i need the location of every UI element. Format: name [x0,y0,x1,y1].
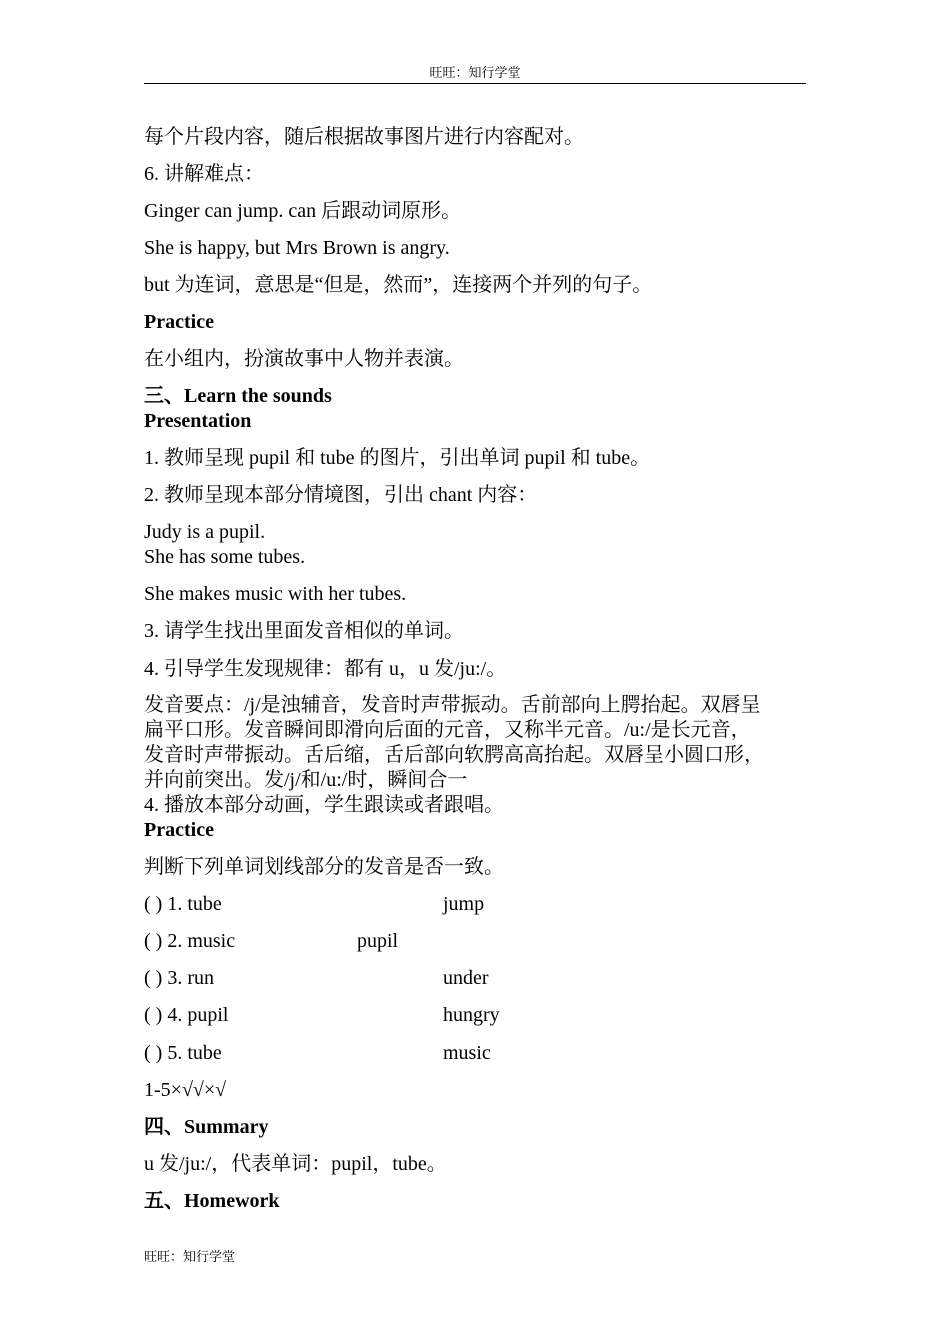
exercise-item: ( ) 4. pupil [144,1004,229,1026]
body-line: 4. 引导学生发现规律：都有 u，u 发/ju:/。 [144,658,507,680]
exercise-compare-word: pupil [357,930,399,952]
example-sentence: She is happy, but Mrs Brown is angry. [144,237,450,259]
body-line: 扁平口形。发音瞬间即滑向后面的元音，又称半元音。/u:/是长元音， [144,719,751,741]
exercise-compare-word: hungry [443,1004,500,1026]
header-divider [144,83,806,84]
step-heading: 6. 讲解难点： [144,163,264,185]
page-footer: 旺旺：知行学堂 [144,1249,236,1264]
body-line: 每个片段内容，随后根据故事图片进行内容配对。 [144,126,584,148]
body-line: Ginger can jump. can 后跟动词原形。 [144,200,462,222]
body-line: 发音时声带振动。舌后缩，舌后部向软腭高高抬起。双唇呈小圆口形， [144,744,764,766]
body-line: 在小组内，扮演故事中人物并表演。 [144,348,464,370]
exercise-compare-word: music [443,1042,491,1064]
exercise-item: ( ) 5. tube [144,1042,222,1064]
exercise-item: ( ) 2. music [144,930,236,952]
exercise-row [144,891,485,917]
exercise-compare-word: jump [443,893,485,915]
answer-key: 1-5×√√×√ [144,1079,227,1101]
body-line: u 发/ju:/，代表单词：pupil，tube。 [144,1153,447,1175]
section-subheading: Practice [144,311,214,333]
body-line: 并向前突出。发/j/和/u:/时，瞬间合一 [144,769,468,791]
body-line: 1. 教师呈现 pupil 和 tube 的图片，引出单词 pupil 和 tube。 [144,447,651,469]
chant-line: She makes music with her tubes. [144,583,407,605]
exercise-row [144,928,399,954]
section-heading: 五、Homework [144,1190,280,1212]
section-subheading: Practice [144,819,214,841]
exercise-row [144,1002,500,1028]
body-line: but 为连词，意思是“但是，然而”，连接两个并列的句子。 [144,274,653,296]
chant-line: Judy is a pupil. [144,521,266,543]
body-line: 发音要点：/j/是浊辅音，发音时声带振动。舌前部向上腭抬起。双唇呈 [144,694,761,716]
chant-line: She has some tubes. [144,546,306,568]
exercise-item: ( ) 3. run [144,967,214,989]
section-heading: 三、Learn the sounds [144,385,332,407]
exercise-row [144,1040,491,1066]
page-header: 旺旺：知行学堂 [429,65,521,80]
exercise-row [144,965,489,991]
body-line: 判断下列单词划线部分的发音是否一致。 [144,856,504,878]
exercise-compare-word: under [443,967,489,989]
section-heading: 四、Summary [144,1116,269,1138]
body-line: 3. 请学生找出里面发音相似的单词。 [144,620,464,642]
section-subheading: Presentation [144,410,252,432]
body-line: 2. 教师呈现本部分情境图，引出 chant 内容： [144,484,538,506]
body-line: 4. 播放本部分动画，学生跟读或者跟唱。 [144,794,504,816]
exercise-item: ( ) 1. tube [144,893,222,915]
